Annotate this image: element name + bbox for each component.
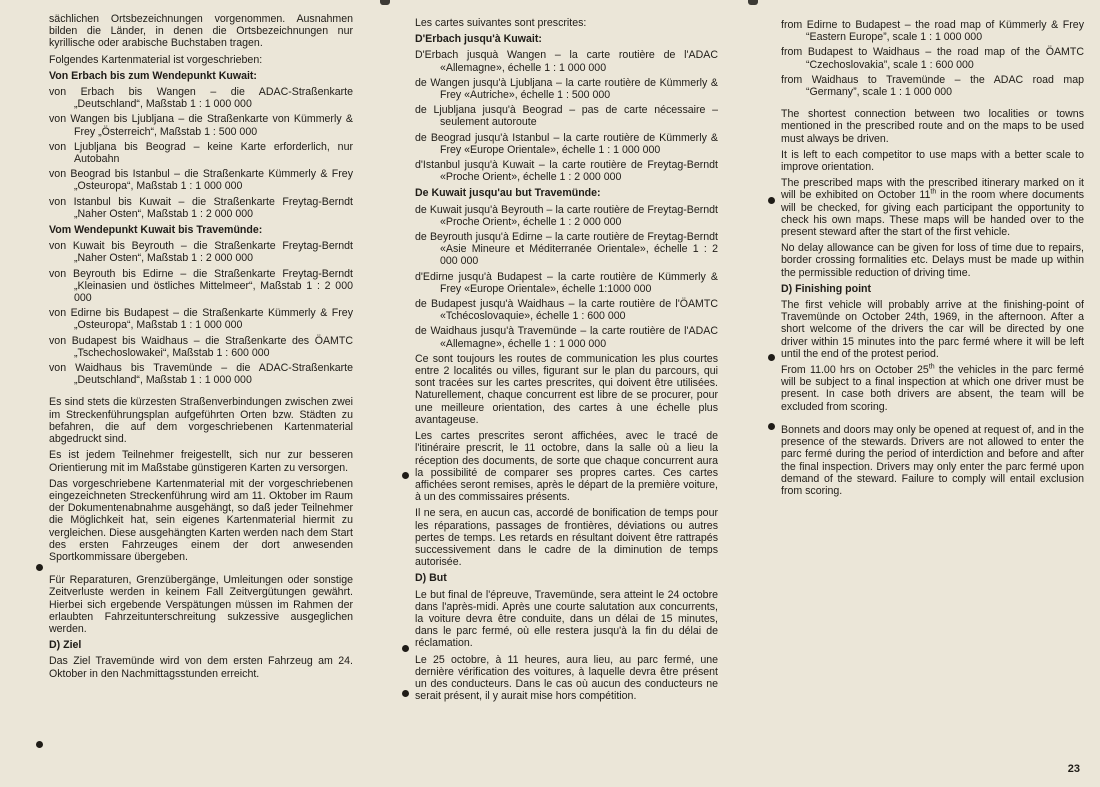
- finishing-text: The first vehicle will probably arrive at the finishing-point of Travemünde on October 24th, 1969, in the afternoon. After a short welcome of the drivers the car will be directed by one driver within 15 minutes into the parc fermé where it will be left until the end of the protest period.: [781, 299, 1084, 360]
- goal-text: Das Ziel Travemünde wird von dem ersten Fahrzeug am 24. Oktober in den Nachmittagsstunden erreicht.: [49, 655, 353, 680]
- map-entry: von Wangen bis Ljubljana – die Straßenkarte von Kümmerly & Frey „Österreich“, Maßstab 1 : 500 000: [49, 113, 353, 138]
- shortest-route-text: Ce sont toujours les routes de communication les plus courtes entre 2 localités ou villes, figurant sur le plan du parcours, qui sont tracées sur les cartes prescrites, qui doivent être utilisées. Naturellement, chaque concurrent est libre de se procurer, pour une meilleure orientation, des cartes à une échelle plus avantageuse.: [415, 352, 718, 426]
- page-number: 23: [1067, 763, 1080, 775]
- shortest-route-text: Es sind stets die kürzesten Straßenverbindungen zwischen zwei im Streckenführungsplan aufgeführten Orten bzw. Städten zu befahren, die auf dem vorgeschriebenen Kartenmaterial abgedruckt sind.: [49, 396, 353, 446]
- map-entry: from Budapest to Waidhaus – the road map of the ÖAMTC “Czechoslovakia”, scale 1 : 600 000: [781, 46, 1084, 71]
- margin-bullet: [36, 564, 43, 571]
- delay-text: Für Reparaturen, Grenzübergänge, Umleitungen oder sonstige Zeitverluste werden in keinem Fall Zeitvergütungen gewährt. Hierbei sich ergebende Verspätungen müssen im Rahmen der erlaubten Fahrzeitunterschreitung sukzessive ausgeglichen werden.: [49, 574, 353, 635]
- binding-mark-2: [748, 0, 758, 5]
- map-entry: d'Istanbul jusqu'à Kuwait – la carte routière de Freytag-Berndt «Proche Orient», échelle 1 : 2 000 000: [415, 159, 718, 184]
- margin-bullet: [768, 354, 775, 361]
- margin-bullet: [402, 472, 409, 479]
- free-choice-text: Es ist jedem Teilnehmer freigestellt, sich nur zur besseren Orientierung mit im Maßstabe günstigeren Karten zu versorgen.: [49, 449, 353, 474]
- french-column: [415, 17, 718, 706]
- map-exhibit-text: The prescribed maps with the prescribed itinerary marked on it will be exhibited on October 11th in the room where documents will be checked, for giving each participant the opportunity to check his own maps. These maps will be handed over to the present steward after the start of the first vehicle.: [781, 177, 1084, 239]
- binding-mark-1: [380, 0, 390, 5]
- free-choice-text: It is left to each competitor to use maps with a better scale to improve orientation.: [781, 148, 1084, 174]
- english-column: [781, 19, 1084, 501]
- map-entry: de Waidhaus jusqu'à Travemünde – la carte routière de l'ADAC «Allemagne», échelle 1 : 1 000 000: [415, 325, 718, 350]
- map-entry: from Edirne to Budapest – the road map of Kümmerly & Frey “Eastern Europe”, scale 1 : 1 000 000: [781, 19, 1084, 44]
- map-entry: von Beyrouth bis Edirne – die Straßenkarte Freytag-Berndt „Kleinasien und östliches Mittelmeer“, Maßstab 1 : 2 000 000: [49, 267, 353, 305]
- map-entry: from Waidhaus to Travemünde – the ADAC road map “Germany”, scale 1 : 1 000 000: [781, 73, 1084, 99]
- margin-bullet: [36, 741, 43, 748]
- route-back-heading: De Kuwait jusqu'au but Travemünde:: [415, 187, 601, 200]
- map-exhibit-text: Les cartes prescrites seront affichées, avec le tracé de l'itinéraire prescrit, le 11 octobre, dans la salle où a lieu la réception des documents, de sorte que chaque concurrent aura la possibilité de comparer ses propres cartes. Ces cartes affichées seront remises, après le départ de la première voiture, à un des commissaires présents.: [415, 430, 718, 504]
- margin-bullet: [768, 423, 775, 430]
- goal-text: Le but final de l'épreuve, Travemünde, sera atteint le 24 octobre dans l'après-midi. Après une courte salutation aux concurrents, la voiture devra être conduite, dans un délai de 15 minutes, dans le parc fermé, où elle restera jusqu'à la fin du délai de réclamation.: [415, 588, 718, 650]
- intro-text: sächlichen Ortsbezeichnungen vorgenommen. Ausnahmen bilden die Länder, in denen die Ortsbezeichnungen nur kyrillische oder arabische Buchstaben tragen.: [49, 13, 353, 50]
- intro-text: Les cartes suivantes sont prescrites:: [415, 17, 587, 29]
- map-entry: von Ljubljana bis Beograd – keine Karte erforderlich, nur Autobahn: [49, 140, 353, 166]
- map-entry: von Istanbul bis Kuwait – die Straßenkarte Freytag-Berndt „Naher Osten“, Maßstab 1 : 2 000 000: [49, 195, 353, 220]
- map-entry: de Beograd jusqu'à Istanbul – la carte routière de Kümmerly & Frey «Europe Orientale», échelle 1 : 1 000 000: [415, 131, 718, 156]
- map-entry: von Waidhaus bis Travemünde – die ADAC-Straßenkarte „Deutschland“, Maßstab 1 : 1 000 000: [49, 362, 353, 387]
- map-entry: von Budapest bis Waidhaus – die Straßenkarte des ÖAMTC „Tschechoslowakei“, Maßstab 1 : 600 000: [49, 334, 353, 359]
- delay-text: Il ne sera, en aucun cas, accordé de bonification de temps pour les réparations, passages de frontières, déviations ou autres pertes de temps. Les retards en résultant doivent être rattrapés successivement dans le cadre de la diminution de temps autorisée.: [415, 507, 718, 569]
- map-entry: de Beyrouth jusqu'à Edirne – la carte routière de Freytag-Berndt «Asie Mineure et Méditerranée Orientale», échelle 1 : 2 000 000: [415, 231, 718, 268]
- map-entry: von Erbach bis Wangen – die ADAC-Straßenkarte „Deutschland“, Maßstab 1 : 1 000 000: [49, 86, 353, 111]
- map-entry: von Kuwait bis Beyrouth – die Straßenkarte Freytag-Berndt „Naher Osten“, Maßstab 1 : 2 000 000: [49, 240, 353, 265]
- map-entry: de Wangen jusqu'à Ljubljana – la carte routière de Kümmerly & Frey «Autriche», échelle 1 : 500 000: [415, 76, 718, 102]
- map-entry: d'Edirne jusqu'à Budapest – la carte routière de Kümmerly & Frey «Europe Orientale», échelle 1:1000 000: [415, 270, 718, 295]
- map-exhibit-text: Das vorgeschriebene Kartenmaterial mit der vorgeschriebenen eingezeichneten Streckenführung wird am 11. Oktober im Raum der Dokumentenabnahme ausgehängt, so daß jeder Teilnehmer die Möglichkeit hat, sein eigenes Kartenmaterial hiermit zu vergleichen. Diese ausgehängten Karten werden nach dem Start des ersten Fahrzeuges einem der dort anwesenden Sportkommissare übergeben.: [49, 477, 353, 563]
- map-entry: de Kuwait jusqu'à Beyrouth – la carte routière de Freytag-Berndt «Proche Orient», échelle 1 : 2 000 000: [415, 203, 718, 228]
- inspection-text: From 11.00 hrs on October 25th the vehicles in the parc fermé will be subject to a final inspection at which one driver must be present. In case both drivers are absent, the team will be excluded from scoring.: [781, 363, 1084, 413]
- goal-heading: D) Ziel: [49, 639, 82, 652]
- map-entry: de Ljubljana jusqu'à Beograd – pas de carte nécessaire – seulement autoroute: [415, 104, 718, 129]
- finishing-heading: D) Finishing point: [781, 282, 872, 295]
- route-back-heading: Vom Wendepunkt Kuwait bis Travemünde:: [49, 224, 263, 237]
- map-entry: von Edirne bis Budapest – die Straßenkarte Kümmerly & Frey „Osteuropa“, Maßstab 1 : 1 000 000: [49, 307, 353, 332]
- shortest-route-text: The shortest connection between two localities or towns mentioned in the prescribed route and on the maps to be used must always be driven.: [781, 108, 1084, 145]
- route-out-heading: Von Erbach bis zum Wendepunkt Kuwait:: [49, 69, 257, 82]
- margin-bullet: [768, 197, 775, 204]
- german-column: [49, 13, 353, 684]
- map-entry: de Budapest jusqu'à Waidhaus – la carte routière de l'ÖAMTC «Tchécoslovaquie», échelle 1 : 600 000: [415, 298, 718, 323]
- route-out-heading: D'Erbach jusqu'à Kuwait:: [415, 33, 542, 46]
- delay-text: No delay allowance can be given for loss of time due to repairs, border crossing formalities etc. Delays must be made up within the permissible reduction of driving time.: [781, 242, 1084, 279]
- parc-ferme-text: Le 25 octobre, à 11 heures, aura lieu, au parc fermé, une dernière vérification des voitures, à laquelle devra être présent un des conducteurs. Dans le cas où aucun des conducteurs ne serait présent, il y aurait mise hors compétition.: [415, 653, 718, 703]
- margin-bullet: [402, 645, 409, 652]
- margin-bullet: [402, 690, 409, 697]
- map-entry: D'Erbach jusquà Wangen – la carte routière de l'ADAC «Allemagne», échelle 1 : 1 000 000: [415, 49, 718, 74]
- map-entry: von Beograd bis Istanbul – die Straßenkarte Kümmerly & Frey „Osteuropa“, Maßstab 1 : 1 000 000: [49, 168, 353, 193]
- maps-intro: Folgendes Kartenmaterial ist vorgeschrieben:: [49, 53, 263, 66]
- bonnets-text: Bonnets and doors may only be opened at request of, and in the presence of the stewards. Drivers are not allowed to enter the parc fermé during the period of interdiction and before and after the final inspection. Drivers may only enter the parc fermé upon demand of the steward. Failure to comply will entail exclusion from scoring.: [781, 423, 1084, 497]
- goal-heading: D) But: [415, 572, 447, 585]
